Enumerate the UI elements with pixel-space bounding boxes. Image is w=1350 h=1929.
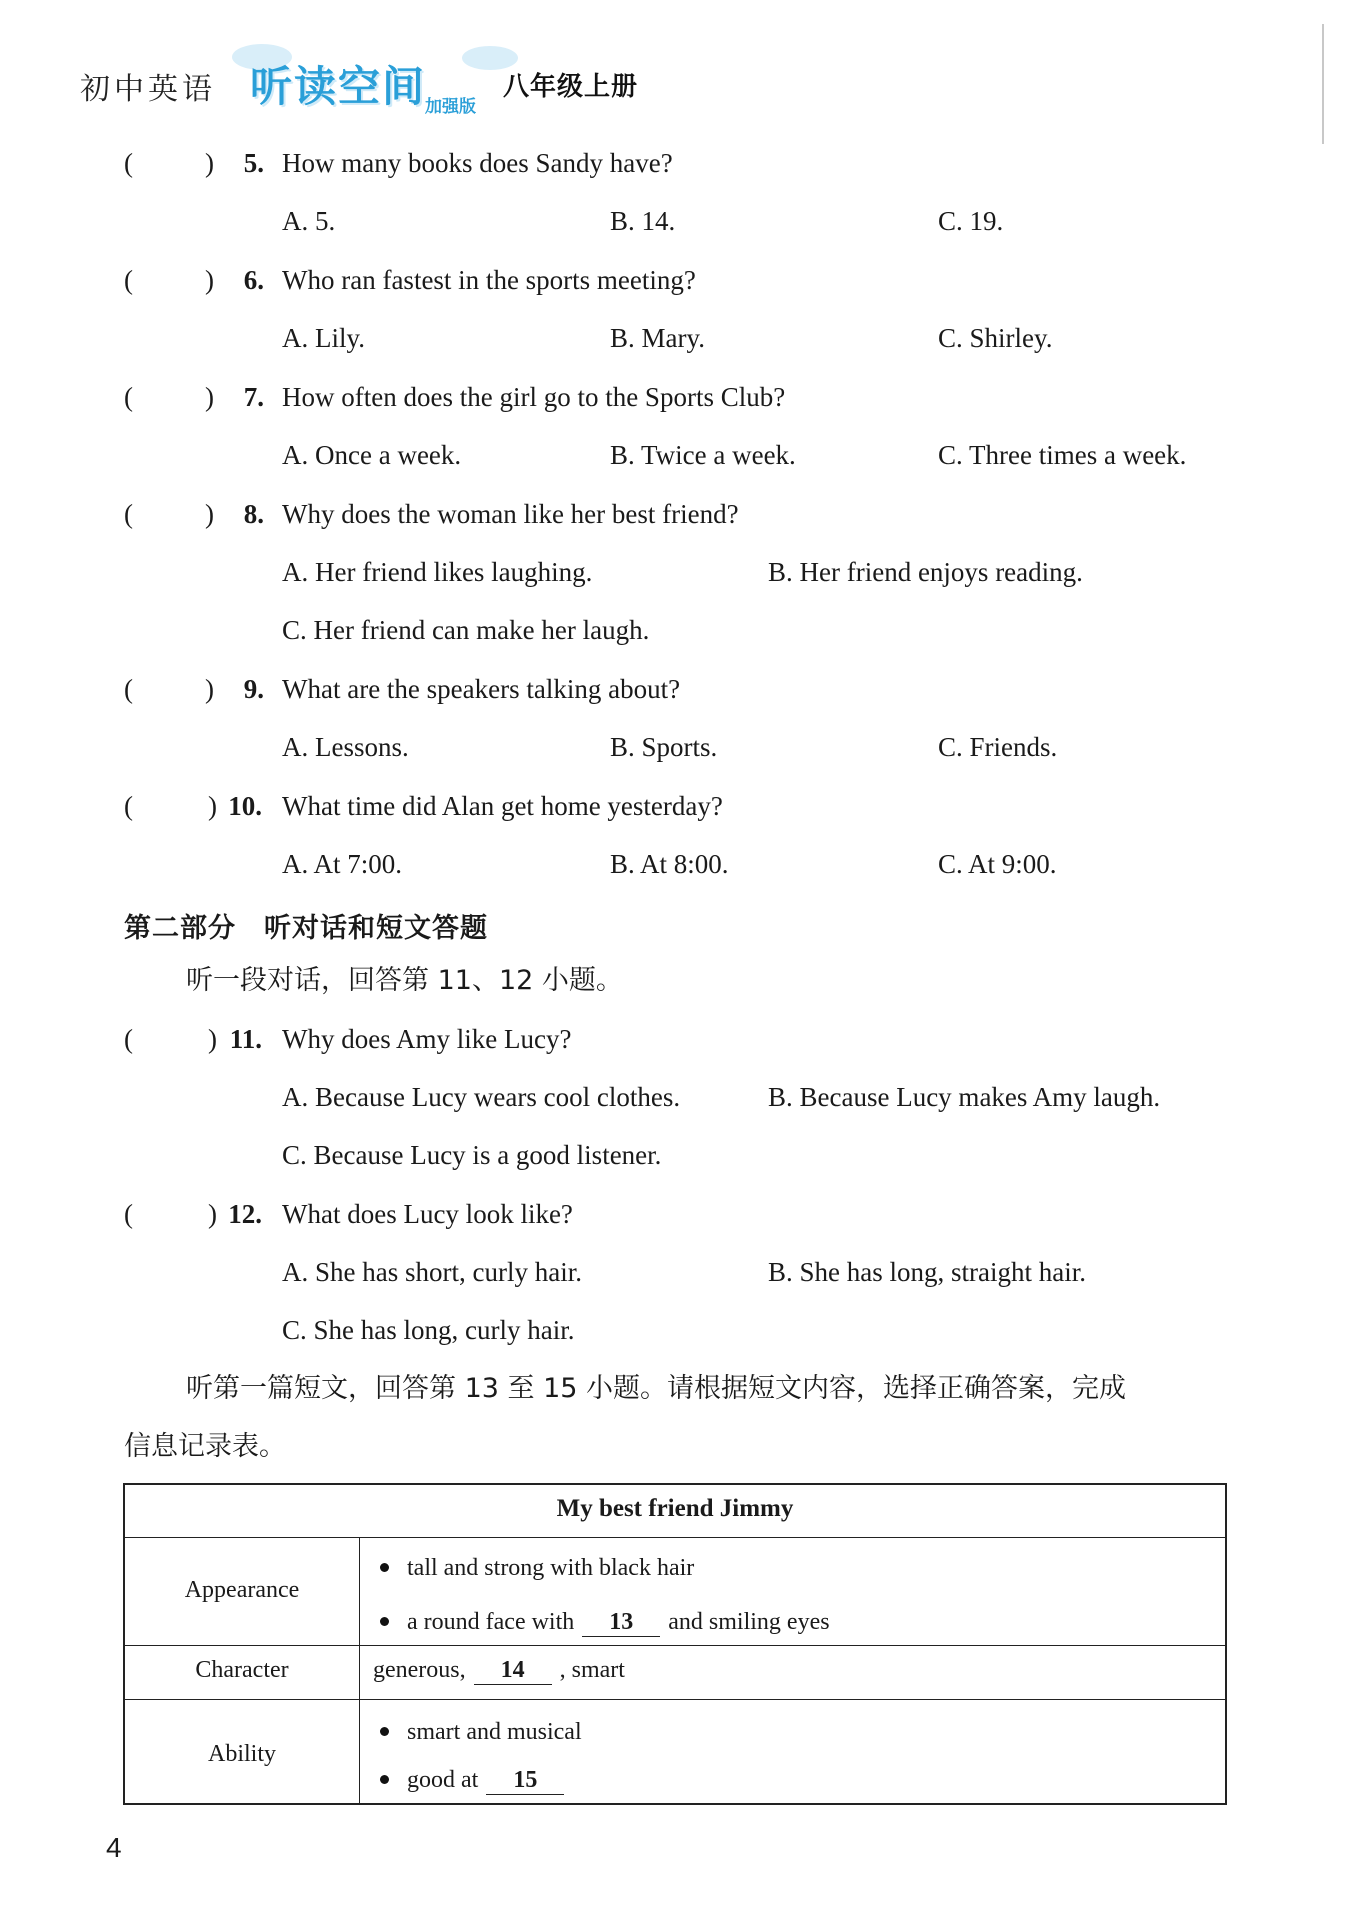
series-title: 初中英语 <box>80 72 216 107</box>
question-stem: Why does Amy like Lucy? <box>282 1024 572 1054</box>
ability-line-2: good at 15 <box>380 1767 572 1795</box>
answer-paren-right: ) <box>205 265 214 295</box>
blank-15[interactable]: 15 <box>486 1767 564 1795</box>
question-stem: What does Lucy look like? <box>282 1199 573 1229</box>
instruction: 信息记录表。 <box>124 1431 286 1462</box>
question-number: 11. <box>229 1024 262 1054</box>
option-b: B. At 8:00. <box>610 849 729 879</box>
appearance-line-1: tall and strong with black hair <box>380 1555 694 1582</box>
question-stem: What time did Alan get home yesterday? <box>282 791 723 821</box>
row-label-ability: Ability <box>207 1741 276 1767</box>
answer-paren-left[interactable]: ( <box>124 265 133 295</box>
question-stem: How many books does Sandy have? <box>282 148 673 178</box>
option-c: C. Shirley. <box>938 323 1053 353</box>
bullet-icon <box>380 1727 389 1736</box>
question-stem: What are the speakers talking about? <box>282 674 681 704</box>
row-label-appearance: Appearance <box>184 1577 300 1603</box>
page-header <box>80 48 1280 118</box>
option-a: A. At 7:00. <box>282 849 403 879</box>
option-c: C. At 9:00. <box>938 849 1057 879</box>
option-c: C. 19. <box>938 206 1004 236</box>
character-line: generous, 14 , smart <box>373 1657 625 1683</box>
table-rule <box>125 1699 1225 1700</box>
page-number: 4 <box>106 1832 122 1863</box>
option-c: C. Three times a week. <box>938 440 1187 470</box>
option-c: C. Because Lucy is a good listener. <box>282 1140 662 1170</box>
option-a: A. Because Lucy wears cool clothes. <box>282 1082 681 1112</box>
option-a: A. She has short, curly hair. <box>282 1257 582 1287</box>
answer-paren-right: ) <box>205 674 214 704</box>
table-rule <box>125 1645 1225 1646</box>
answer-paren-left[interactable]: ( <box>124 499 133 529</box>
blank-13[interactable]: 13 <box>582 1609 660 1637</box>
bullet-icon <box>380 1617 389 1626</box>
question-stem: Who ran fastest in the sports meeting? <box>282 265 696 295</box>
option-c: C. She has long, curly hair. <box>282 1315 575 1345</box>
answer-paren-right: ) <box>205 499 214 529</box>
logo-sub-text: 加强版 <box>425 97 476 117</box>
question-number: 5. <box>243 148 264 178</box>
option-b: B. Mary. <box>610 323 705 353</box>
table-title: My best friend Jimmy <box>556 1495 794 1522</box>
option-a: A. Once a week. <box>282 440 462 470</box>
margin-rule <box>1322 24 1324 144</box>
answer-paren-left[interactable]: ( <box>124 674 133 704</box>
bullet-icon <box>380 1775 389 1784</box>
question-number: 7. <box>243 382 264 412</box>
table-rule <box>125 1537 1225 1538</box>
answer-paren-left[interactable]: ( <box>124 148 133 178</box>
option-b: B. Because Lucy makes Amy laugh. <box>768 1082 1161 1112</box>
answer-paren-right: ) <box>208 791 217 821</box>
option-b: B. Sports. <box>610 732 718 762</box>
instruction: 听第一篇短文，回答第 13 至 15 小题。请根据短文内容，选择正确答案，完成 <box>186 1373 1127 1404</box>
answer-paren-right: ) <box>205 148 214 178</box>
question-number: 6. <box>243 265 264 295</box>
option-c: C. Her friend can make her laugh. <box>282 615 650 645</box>
answer-paren-left[interactable]: ( <box>124 382 133 412</box>
section-title: 第二部分 听对话和短文答题 <box>124 913 488 944</box>
appearance-line-2: a round face with 13 and smiling eyes <box>380 1609 830 1637</box>
option-b: B. Her friend enjoys reading. <box>768 557 1083 587</box>
option-b: B. She has long, straight hair. <box>768 1257 1086 1287</box>
logo-main-text: 听读空间 <box>250 62 427 111</box>
info-record-table <box>123 1483 1227 1805</box>
question-stem: How often does the girl go to the Sports Club? <box>282 382 786 412</box>
answer-paren-right: ) <box>208 1024 217 1054</box>
question-number: 12. <box>228 1199 262 1229</box>
question-number: 9. <box>243 674 264 704</box>
grade-label: 八年级上册 <box>503 72 639 102</box>
answer-paren-right: ) <box>208 1199 217 1229</box>
question-number: 8. <box>243 499 264 529</box>
instruction: 听一段对话，回答第 11、12 小题。 <box>186 965 623 996</box>
blank-14[interactable]: 14 <box>474 1657 552 1685</box>
bullet-icon <box>380 1563 389 1572</box>
answer-paren-left[interactable]: ( <box>124 1024 133 1054</box>
answer-paren-left[interactable]: ( <box>124 1199 133 1229</box>
option-b: B. Twice a week. <box>610 440 796 470</box>
option-c: C. Friends. <box>938 732 1058 762</box>
question-stem: Why does the woman like her best friend? <box>282 499 739 529</box>
logo <box>232 48 524 114</box>
table-column-rule <box>359 1537 360 1803</box>
option-a: A. Her friend likes laughing. <box>282 557 593 587</box>
option-b: B. 14. <box>610 206 676 236</box>
option-a: A. 5. <box>282 206 336 236</box>
option-a: A. Lessons. <box>282 732 409 762</box>
option-a: A. Lily. <box>282 323 365 353</box>
question-number: 10. <box>228 791 262 821</box>
answer-paren-right: ) <box>205 382 214 412</box>
answer-paren-left[interactable]: ( <box>124 791 133 821</box>
row-label-character: Character <box>195 1657 289 1683</box>
ability-line-1: smart and musical <box>380 1719 582 1746</box>
